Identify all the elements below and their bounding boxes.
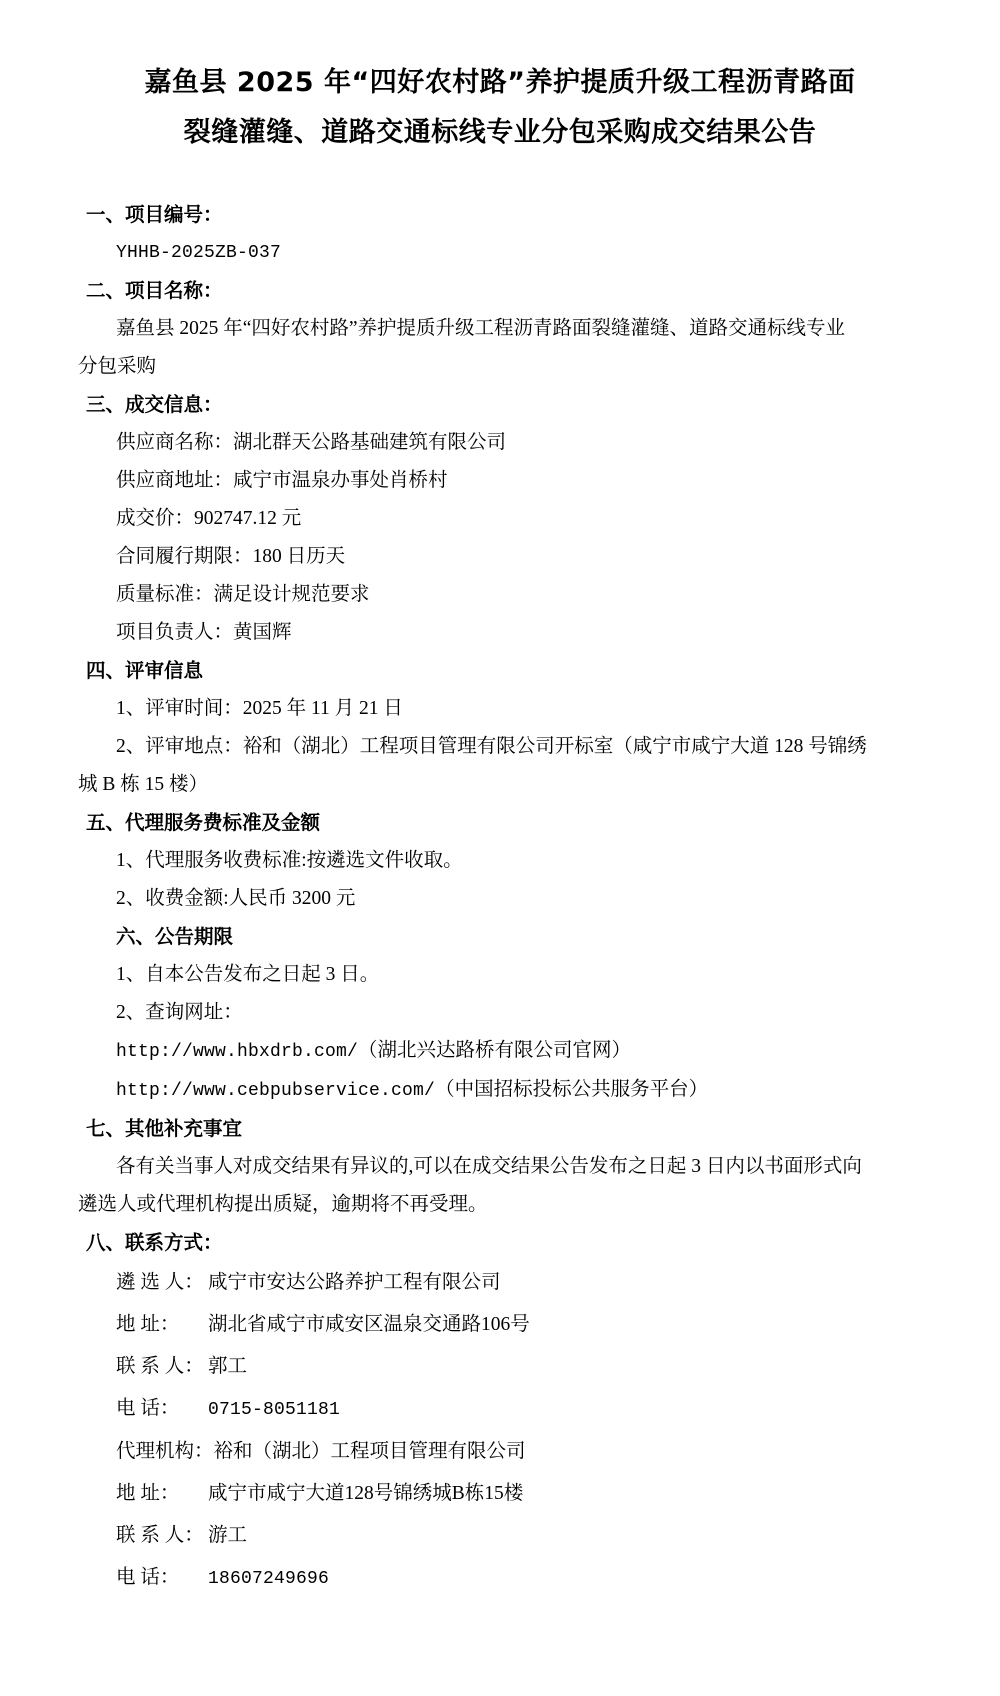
- page-title-line-1: 嘉鱼县 2025 年“四好农村路”养护提质升级工程沥青路面: [144, 67, 856, 98]
- section-heading-contact: 八、联系方式：: [86, 1231, 223, 1254]
- contact-agency-person-label: 联 系 人：: [116, 1525, 204, 1546]
- award-project-manager-value: 黄国辉: [233, 622, 292, 643]
- section-heading-award-info: 三、成交信息：: [86, 393, 223, 416]
- contact-selector-person-value: 郭工: [208, 1356, 248, 1377]
- other-matters-line-1: 各有关当事人对成交结果有异议的,可以在成交结果公告发布之日起 3 日内以书面形式向: [116, 1156, 862, 1177]
- award-contract-duration: [78, 538, 922, 576]
- award-quality-standard-label: 质量标准：: [116, 584, 214, 605]
- contact-agency-person-value: 游工: [208, 1525, 248, 1546]
- contact-agency-value: 裕和（湖北）工程项目管理有限公司: [213, 1441, 526, 1462]
- announcement-url-2[interactable]: http://www.cebpubservice.com/: [116, 1081, 436, 1101]
- announcement-url-1[interactable]: http://www.hbxdrb.com/: [116, 1042, 359, 1062]
- contact-selector-phone-row: [78, 1388, 922, 1431]
- project-number-value: YHHB-2025ZB-037: [116, 243, 282, 263]
- award-contract-duration-value: 180 日历天: [252, 546, 346, 567]
- section-heading-other-matters: 七、其他补充事宜: [86, 1117, 243, 1140]
- agency-fee-amount: 2、收费金额:人民币 3200 元: [116, 888, 356, 909]
- announcement-query-urls-label: 2、查询网址：: [116, 1002, 243, 1023]
- contact-agency-label: 代理机构：: [116, 1441, 214, 1462]
- contact-selector-label: 遴 选 人：: [116, 1272, 204, 1293]
- project-name-line-1: 嘉鱼县 2025 年“四好农村路”养护提质升级工程沥青路面裂缝灌缝、道路交通标线专业: [116, 318, 846, 339]
- announcement-url-1-note: （湖北兴达路桥有限公司官网）: [358, 1040, 632, 1061]
- review-place-line-2: 城 B 栋 15 楼）: [78, 774, 209, 795]
- announcement-url-row-1: [78, 1032, 922, 1071]
- contact-selector-phone-label: 电 话：: [116, 1398, 180, 1419]
- contact-agency-person-row: [78, 1515, 922, 1557]
- section-heading-project-number: 一、项目编号：: [86, 203, 223, 226]
- announcement-url-2-note: （中国招标投标公共服务平台）: [435, 1079, 709, 1100]
- section-heading-agency-fee: 五、代理服务费标准及金额: [86, 811, 321, 834]
- award-price-value: 902747.12 元: [194, 508, 302, 529]
- page-title-line-2: 裂缝灌缝、道路交通标线专业分包采购成交结果公告: [183, 117, 817, 148]
- award-project-manager-label: 项目负责人：: [116, 622, 234, 643]
- contact-agency-address-value: 咸宁市咸宁大道128号锦绣城B栋15楼: [208, 1483, 524, 1504]
- award-quality-standard: [78, 576, 922, 614]
- contact-agency-address-row: [78, 1473, 922, 1515]
- award-price: [78, 500, 922, 538]
- project-name-line-2: 分包采购: [78, 356, 157, 377]
- contact-selector-address-value: 湖北省咸宁市咸安区温泉交通路106号: [208, 1314, 530, 1335]
- award-supplier-address-value: 咸宁市温泉办事处肖桥村: [233, 470, 448, 491]
- announcement-url-row-2: [78, 1071, 922, 1110]
- contact-selector-person-label: 联 系 人：: [116, 1356, 204, 1377]
- contact-selector-phone-value: 0715-8051181: [208, 1400, 341, 1420]
- award-supplier-name-label: 供应商名称：: [116, 432, 234, 453]
- contact-agency-phone-value: 18607249696: [208, 1569, 330, 1589]
- award-supplier-address: [78, 462, 922, 500]
- award-price-label: 成交价：: [116, 508, 195, 529]
- contact-selector-address-label: 地 址：: [116, 1314, 180, 1335]
- contact-agency-row: [78, 1431, 922, 1473]
- section-heading-announcement-period: 六、公告期限: [116, 925, 234, 948]
- section-heading-review-info: 四、评审信息: [86, 659, 204, 682]
- page-title: [78, 58, 922, 158]
- review-time: 1、评审时间：2025 年 11 月 21 日: [116, 698, 403, 719]
- award-supplier-name-value: 湖北群天公路基础建筑有限公司: [233, 432, 507, 453]
- other-matters-line-2: 遴选人或代理机构提出质疑，逾期将不再受理。: [78, 1194, 488, 1215]
- section-heading-project-name: 二、项目名称：: [86, 279, 223, 302]
- contact-selector-row: [78, 1262, 922, 1304]
- review-place-line-1: 2、评审地点：裕和（湖北）工程项目管理有限公司开标室（咸宁市咸宁大道 128 号锦绣: [116, 736, 867, 757]
- announcement-period-days: 1、自本公告发布之日起 3 日。: [116, 964, 380, 985]
- award-quality-standard-value: 满足设计规范要求: [213, 584, 370, 605]
- contact-selector-value: 咸宁市安达公路养护工程有限公司: [208, 1272, 501, 1293]
- award-contract-duration-label: 合同履行期限：: [116, 546, 253, 567]
- contact-agency-phone-label: 电 话：: [116, 1567, 180, 1588]
- award-supplier-address-label: 供应商地址：: [116, 470, 234, 491]
- title-spacer: [78, 158, 922, 196]
- contact-selector-address-row: [78, 1304, 922, 1346]
- contact-agency-address-label: 地 址：: [116, 1483, 180, 1504]
- contact-agency-phone-row: [78, 1557, 922, 1600]
- award-supplier-name: [78, 424, 922, 462]
- award-project-manager: [78, 614, 922, 652]
- contact-selector-person-row: [78, 1346, 922, 1388]
- agency-fee-standard: 1、代理服务收费标准:按遴选文件收取。: [116, 850, 463, 871]
